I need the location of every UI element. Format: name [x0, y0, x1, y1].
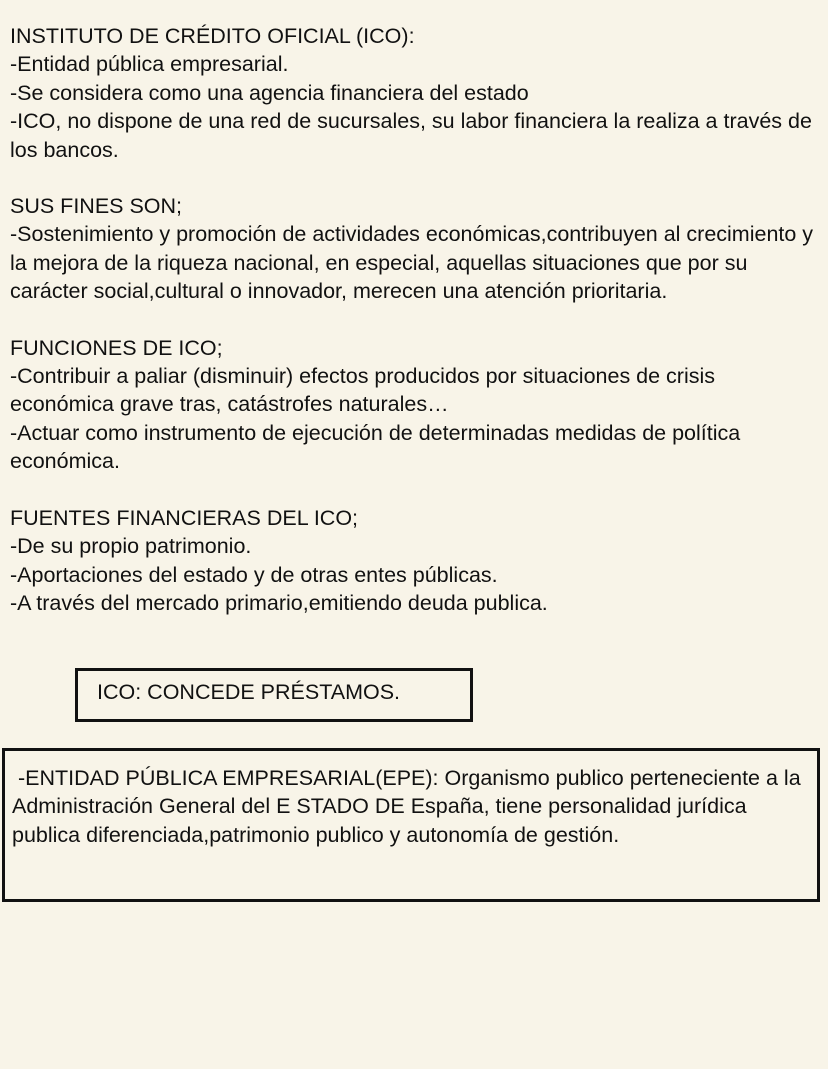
ico-loan-box: [75, 668, 473, 722]
bullet-line: -Se considera como una agencia financiera del estado: [10, 80, 529, 105]
bullet-line: -De su propio patrimonio.: [10, 534, 252, 559]
epe-definition-box: [2, 748, 820, 902]
bullet-line: -Aportaciones del estado y de otras entes públicas.: [10, 562, 498, 587]
section-ico: [10, 22, 822, 164]
section-title: FUENTES FINANCIERAS DEL ICO;: [10, 505, 359, 530]
section-title: INSTITUTO DE CRÉDITO OFICIAL (ICO):: [10, 24, 415, 48]
bullet-line: -ICO, no dispone de una red de sucursales, su labor financiera la realiza a través de los bancos.: [10, 109, 818, 162]
section-fines: [10, 192, 822, 306]
notes-page: [10, 22, 822, 645]
epe-definition-text: -ENTIDAD PÚBLICA EMPRESARIAL(EPE): Organismo publico perteneciente a la Administración General del E STADO DE España, tiene personalidad jurídica publica diferenciada,patrimonio publico y autonomía de gestión.: [12, 766, 806, 847]
section-fuentes: [10, 504, 822, 618]
ico-loan-text: ICO: CONCEDE PRÉSTAMOS.: [97, 680, 401, 704]
section-title: SUS FINES SON;: [10, 194, 183, 219]
section-funciones: [10, 334, 822, 476]
bullet-line: -A través del mercado primario,emitiendo deuda publica.: [10, 590, 548, 615]
bullet-line: -Actuar como instrumento de ejecución de determinadas medidas de política económica.: [10, 420, 747, 474]
bullet-line: -Sostenimiento y promoción de actividades económicas,contribuyen al crecimiento y la mejora de la riqueza nacional, en especial, aquellas situaciones que por su carácter social,cultural o innovador, merecen una atención prioritaria.: [10, 222, 820, 304]
section-title: FUNCIONES DE ICO;: [10, 335, 223, 360]
bullet-line: -Contribuir a paliar (disminuir) efectos producidos por situaciones de crisis económica grave tras, catástrofes naturales…: [10, 364, 722, 417]
bullet-line: -Entidad pública empresarial.: [10, 52, 289, 77]
